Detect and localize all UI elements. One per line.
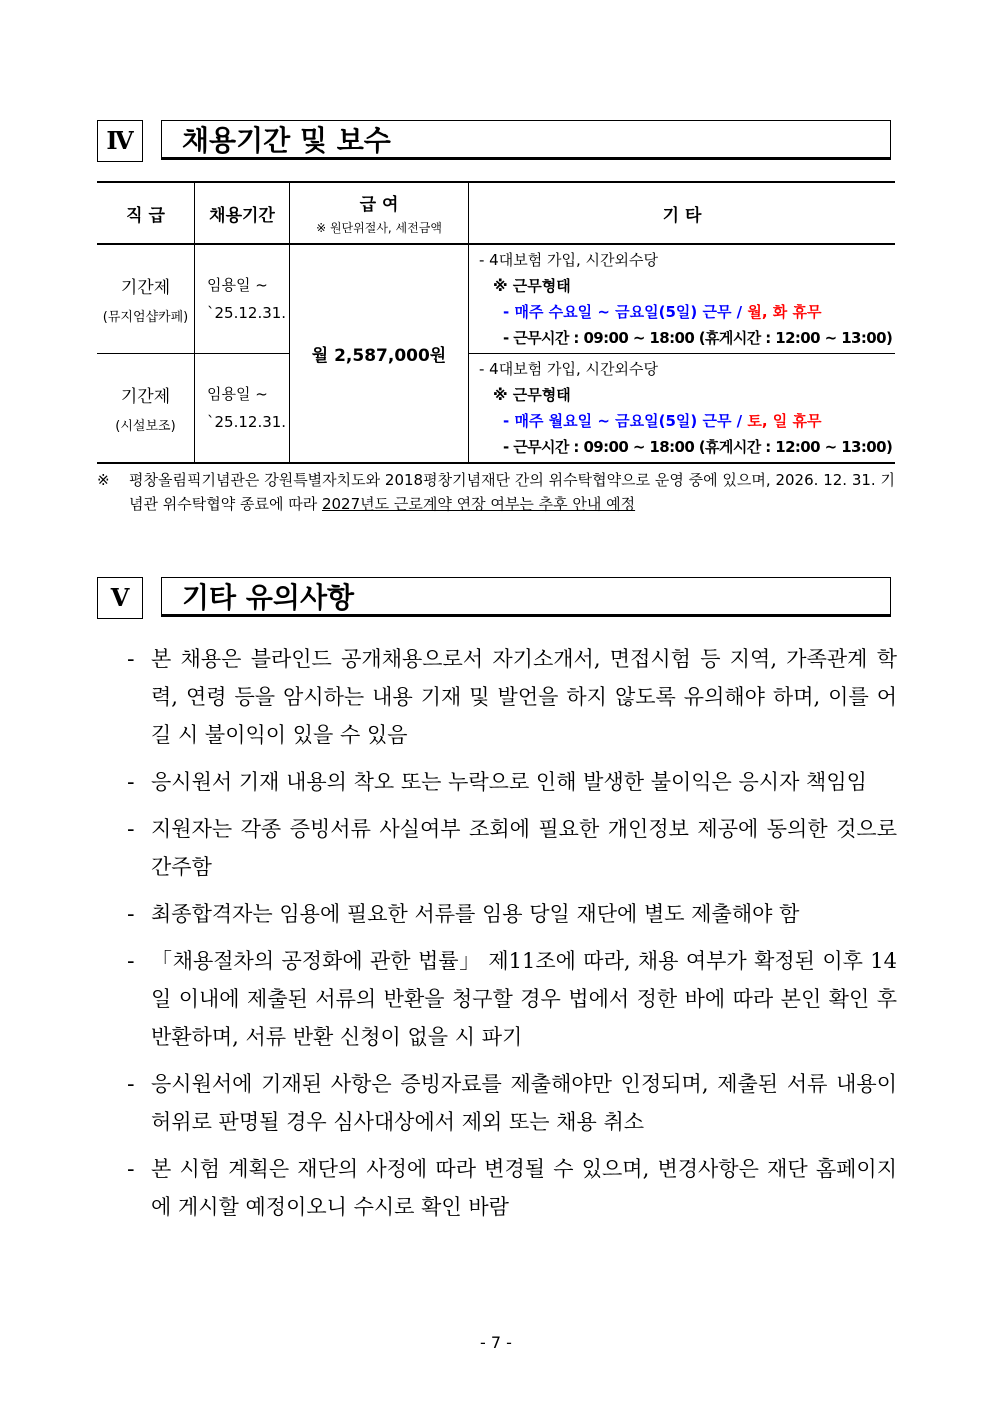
bullet-dash: - [127, 902, 135, 926]
list-item [127, 895, 897, 933]
etc-work-days [479, 408, 895, 434]
cell-etc [469, 354, 896, 464]
etc-insurance: - 4대보험 가입, 시간외수당 [479, 360, 658, 378]
position-dept: (시설보조) [115, 419, 176, 434]
days-off-text: 월, 화 휴무 [747, 303, 822, 321]
etc-work-hours: - 근무시간 : 09:00 ~ 18:00 (휴게시간 : 12:00 ~ 13:00) [503, 329, 893, 347]
bullet-dash: - [127, 1157, 135, 1181]
list-item-text: 최종합격자는 임용에 필요한 서류를 임용 당일 재단에 별도 제출해야 함 [151, 902, 800, 926]
section-number: Ⅴ [97, 577, 143, 619]
table-header-row [97, 182, 895, 244]
list-item [127, 763, 897, 801]
header-pay [290, 182, 469, 244]
etc-work-days [479, 299, 895, 325]
cell-position [97, 244, 195, 354]
section-4-header [97, 120, 893, 162]
section-number: Ⅳ [97, 120, 143, 162]
table-row [97, 244, 895, 354]
etc-work-type: ※ 근무형태 [493, 277, 571, 295]
header-period: 채용기간 [195, 182, 290, 244]
header-etc: 기 타 [469, 182, 896, 244]
position-name: 기간제 [120, 278, 171, 298]
list-item [127, 1150, 897, 1226]
note-mark: ※ [97, 471, 110, 489]
section-title: 기타 유의사항 [161, 577, 891, 617]
list-item-text: 본 시험 계획은 재단의 사정에 따라 변경될 수 있으며, 변경사항은 재단 홈페이지에 게시할 예정이오니 수시로 확인 바람 [151, 1157, 897, 1219]
table-note [97, 468, 895, 516]
section-5-header [97, 577, 893, 619]
days-off-text: 토, 일 휴무 [747, 412, 822, 430]
period-end: `25.12.31. [207, 413, 287, 431]
period-start: 임용일 ~ [207, 385, 268, 403]
cell-position [97, 354, 195, 464]
cell-etc [469, 244, 896, 354]
note-underlined: 2027년도 근로계약 연장 여부는 추후 안내 예정 [321, 495, 636, 513]
list-item [127, 810, 897, 886]
position-dept: (뮤지엄샵카페) [102, 310, 189, 325]
bullet-dash: - [127, 770, 135, 794]
cell-period [195, 244, 290, 354]
bullet-dash: - [127, 949, 135, 973]
header-pay-note: ※ 원단위절사, 세전금액 [316, 221, 442, 235]
list-item-text: 본 채용은 블라인드 공개채용으로서 자기소개서, 면접시험 등 지역, 가족관계 학력, 연령 등을 암시하는 내용 기재 및 발언을 하지 않도록 유의해야 하며, 이를 어길 시 불이익이 있을 수 있음 [151, 647, 897, 747]
period-end: `25.12.31. [207, 304, 287, 322]
work-days-text: - 매주 수요일 ~ 금요일(5일) 근무 / [503, 303, 748, 321]
list-item [127, 942, 897, 1056]
list-item-text: 응시원서 기재 내용의 착오 또는 누락으로 인해 발생한 불이익은 응시자 책임임 [151, 770, 867, 794]
work-days-text: - 매주 월요일 ~ 금요일(5일) 근무 / [503, 412, 748, 430]
period-start: 임용일 ~ [207, 276, 268, 294]
etc-work-type: ※ 근무형태 [493, 386, 571, 404]
etc-work-hours: - 근무시간 : 09:00 ~ 18:00 (휴게시간 : 12:00 ~ 13:00) [503, 438, 893, 456]
bullet-dash: - [127, 1072, 135, 1096]
list-item-text: 「채용절차의 공정화에 관한 법률」 제11조에 따라, 채용 여부가 확정된 이후 14일 이내에 제출된 서류의 반환을 청구할 경우 법에서 정한 바에 따라 본인 확인 후 반환하며, 서류 반환 신청이 없을 시 파기 [151, 949, 897, 1049]
cell-period [195, 354, 290, 464]
bullet-dash: - [127, 817, 135, 841]
list-item-text: 응시원서에 기재된 사항은 증빙자료를 제출해야만 인정되며, 제출된 서류 내용이 허위로 판명될 경우 심사대상에서 제외 또는 채용 취소 [151, 1072, 897, 1134]
section-title: 채용기간 및 보수 [161, 120, 891, 160]
list-item [127, 640, 897, 754]
note-body: 평창올림픽기념관은 강원특별자치도와 2018평창기념재단 간의 위수탁협약으로 운영 중에 있으며, 2026. 12. 31. 기념관 위수탁협약 종료에 따라 [129, 471, 895, 513]
header-pay-label: 급 여 [359, 195, 399, 215]
header-position: 직 급 [97, 182, 195, 244]
position-name: 기간제 [120, 387, 171, 407]
pay-table [97, 181, 895, 464]
list-item [127, 1065, 897, 1141]
cell-pay: 월 2,587,000원 [290, 244, 469, 463]
etc-insurance: - 4대보험 가입, 시간외수당 [479, 251, 658, 269]
table-row [97, 354, 895, 464]
note-text [129, 468, 895, 516]
notice-list [127, 640, 897, 1235]
page-number: - 7 - [480, 1333, 512, 1352]
list-item-text: 지원자는 각종 증빙서류 사실여부 조회에 필요한 개인정보 제공에 동의한 것으로 간주함 [151, 817, 897, 879]
bullet-dash: - [127, 647, 135, 671]
